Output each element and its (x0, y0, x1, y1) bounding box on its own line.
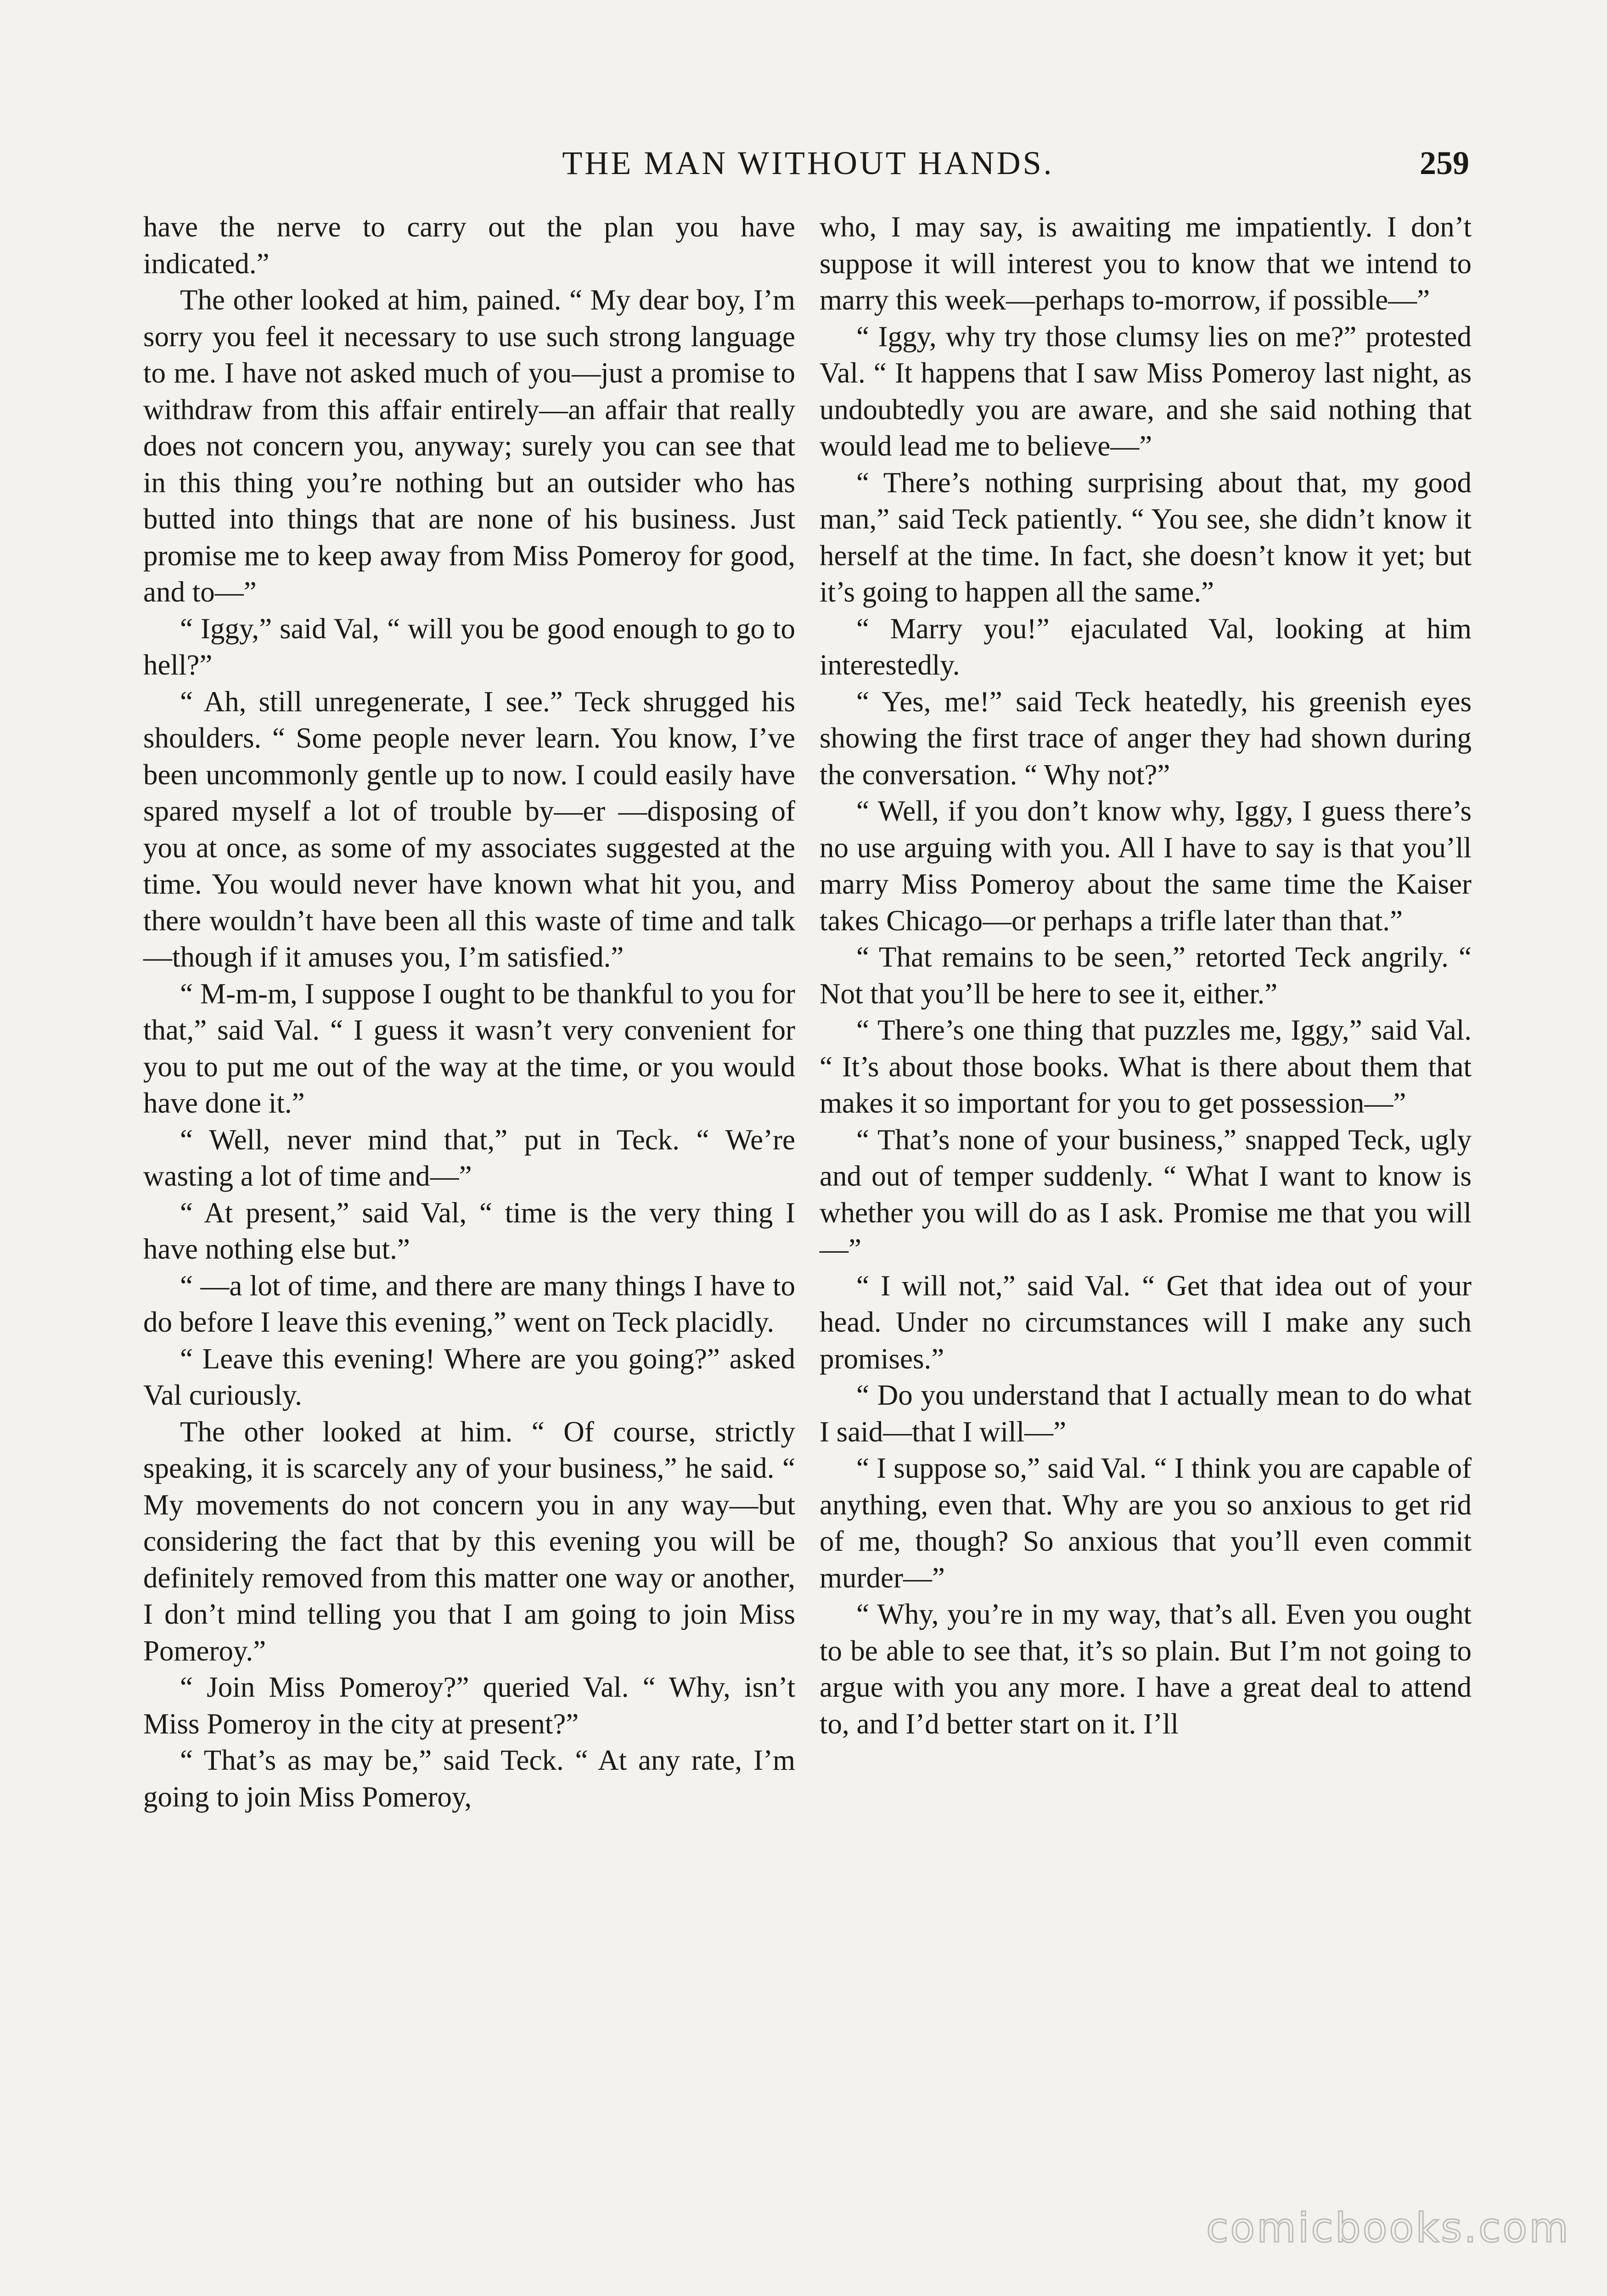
paragraph: “ Well, if you don’t know why, Iggy, I guess there’s no use arguing with you. All I have to say is that you’ll marry Miss Pomeroy about the same time the Kaiser takes Chicago—or perhaps a trifle later than that.” (820, 795, 1472, 937)
site-watermark: comicbooks.com (1206, 2204, 1570, 2251)
paragraph: “ That’s none of your business,” snapped Teck, ugly and out of temper suddenly. “ What I want to know is whether you will do as I ask. Promise me that you will—” (820, 1123, 1472, 1265)
running-head (147, 138, 1469, 188)
paragraph: The other looked at him. “ Of course, strictly speaking, it is scarcely any of your business,” he said. “ My movements do not concern you in any way—but considering the fact that by this evening you will be definitely removed from this matter one way or another, I don’t mind telling you that I am going to join Miss Pomeroy.” (143, 1415, 795, 1667)
paragraph: “ I suppose so,” said Val. “ I think you are capable of anything, even that. Why are you so anxious to get rid of me, though? So anxious that you’ll even commit murder—” (820, 1452, 1472, 1594)
right-column (820, 209, 1472, 1742)
paragraph: have the nerve to carry out the plan you have indicated.” (143, 211, 795, 280)
paragraph: “ Leave this evening! Where are you going?” asked Val curiously. (143, 1342, 795, 1411)
paragraph: “ —a lot of time, and there are many things I have to do before I leave this evening,” went on Teck placidly. (143, 1269, 795, 1338)
paragraph: “ That’s as may be,” said Teck. “ At any rate, I’m going to join Miss Pomeroy, (143, 1744, 795, 1813)
paragraph: “ Join Miss Pomeroy?” queried Val. “ Why, isn’t Miss Pomeroy in the city at present?” (143, 1671, 795, 1740)
paragraph: who, I may say, is awaiting me impatiently. I don’t suppose it will interest you to know that we intend to marry this week—perhaps to-morrow, if possible—” (820, 211, 1472, 316)
left-column (143, 209, 795, 1815)
paragraph: “ Well, never mind that,” put in Teck. “ We’re wasting a lot of time and—” (143, 1123, 795, 1192)
paragraph: “ Ah, still unregenerate, I see.” Teck shrugged his shoulders. “ Some people never learn. You know, I’ve been uncommonly gentle up to now. I could easily have spared myself a lot of trouble by—er —disposing of you at once, as some of my associates suggested at the time. You would never have known what hit you, and there wouldn’t have been all this waste of time and talk—though if it amuses you, I’m satisfied.” (143, 685, 795, 973)
paragraph: “ Marry you!” ejaculated Val, looking at him interestedly. (820, 612, 1472, 681)
paragraph: “ There’s one thing that puzzles me, Iggy,” said Val. “ It’s about those books. What is there about them that makes it so important for you to get possession—” (820, 1014, 1472, 1119)
paragraph: “ That remains to be seen,” retorted Teck angrily. “ Not that you’ll be here to see it, either.” (820, 941, 1472, 1010)
paragraph: “ Iggy, why try those clumsy lies on me?” protested Val. “ It happens that I saw Miss Pomeroy last night, as undoubtedly you are aware, and she said nothing that would lead me to believe—” (820, 320, 1472, 462)
paragraph: “ There’s nothing surprising about that, my good man,” said Teck patiently. “ You see, she didn’t know it herself at the time. In fact, she doesn’t know it yet; but it’s going to happen all the same.” (820, 466, 1472, 608)
page-number: 259 (1420, 145, 1469, 181)
paragraph: The other looked at him, pained. “ My dear boy, I’m sorry you feel it necessary to use such strong language to me. I have not asked much of you—just a promise to withdraw from this affair entirely—an affair that really does not concern you, anyway; surely you can see that in this thing you’re nothing but an outsider who has butted into things that are none of his business. Just promise me to keep away from Miss Pomeroy for good, and to—” (143, 284, 795, 608)
paragraph: “ M-m-m, I suppose I ought to be thankful to you for that,” said Val. “ I guess it wasn’t very convenient for you to put me out of the way at the time, or you would have done it.” (143, 977, 795, 1119)
paragraph: “ I will not,” said Val. “ Get that idea out of your head. Under no circumstances will I make any such promises.” (820, 1269, 1472, 1375)
paragraph: “ Yes, me!” said Teck heatedly, his greenish eyes showing the first trace of anger they had shown during the conversation. “ Why not?” (820, 685, 1472, 791)
paragraph: “ Do you understand that I actually mean to do what I said—that I will—” (820, 1379, 1472, 1448)
paragraph: “ At present,” said Val, “ time is the very thing I have nothing else but.” (143, 1196, 795, 1265)
paragraph: “ Why, you’re in my way, that’s all. Even you ought to be able to see that, it’s so plain. But I’m not going to argue with you any more. I have a great deal to attend to, and I’d better start on it. I’ll (820, 1598, 1472, 1740)
paragraph: “ Iggy,” said Val, “ will you be good enough to go to hell?” (143, 612, 795, 681)
running-title: THE MAN WITHOUT HANDS. (562, 145, 1054, 181)
